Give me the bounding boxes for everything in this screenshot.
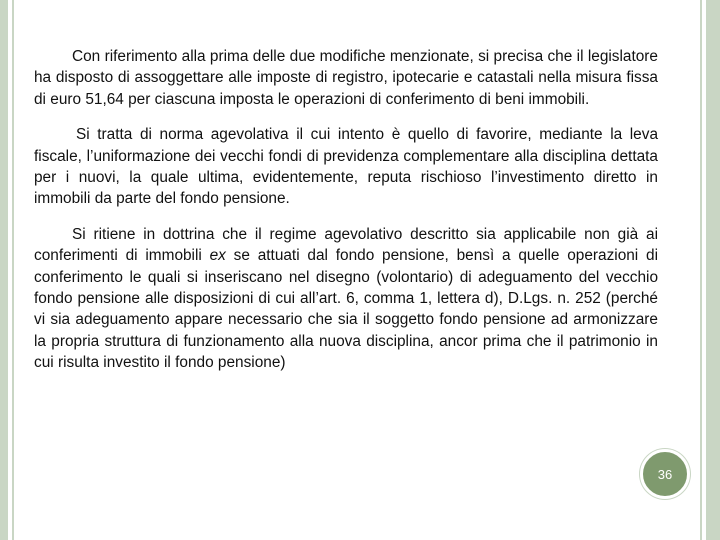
- right-border-line: [700, 0, 702, 540]
- paragraph-2: Si tratta di norma agevolativa il cui intento è quello di favorire, mediante la leva fiscale, l’uniformazione dei vecchi fondi di previdenza complementare alla disciplina dettata per i nuovi, la quale ultima, evidentemente, reputa rischioso l’investimento diretto in immobili da parte del fondo pensione.: [34, 126, 658, 208]
- page-number-badge: [640, 449, 690, 499]
- paragraph-3: [34, 224, 658, 374]
- right-border-bar: [706, 0, 720, 540]
- page-number: 36: [657, 466, 673, 482]
- paragraph-1: Con riferimento alla prima delle due modifiche menzionate, si precisa che il legislatore ha disposto di assoggettare alle imposte di registro, ipotecarie e catastali nella misura fissa di euro 51,64 per ciascuna imposta le operazioni di conferimento di beni immobili.: [34, 48, 658, 108]
- left-border-line: [12, 0, 14, 540]
- slide-body-text: [34, 46, 658, 374]
- paragraph-3-italic-ex: ex: [209, 247, 226, 265]
- paragraph-3-text-end: se attuati dal fondo pensione, bensì a quelle operazioni di conferimento le quali si inseriscano nel disegno (volontario) di adeguamento del vecchio fondo pensione alle disposizioni di cui all’art. 6, comma 1, lettera d), D.Lgs. n. 252 (perché vi sia adeguamento appare necessario che sia il soggetto fondo pensione ad armonizzare la propria struttura di funzionamento alla nuova disciplina, ancor prima che il patrimonio in cui risulta investito il fondo pensione): [34, 247, 658, 372]
- left-border-bar: [0, 0, 8, 540]
- paragraph-3-text-start: Si ritiene in dottrina che il regime agevolativo descritto sia applicabile non già ai conferimenti di immobili: [34, 225, 658, 265]
